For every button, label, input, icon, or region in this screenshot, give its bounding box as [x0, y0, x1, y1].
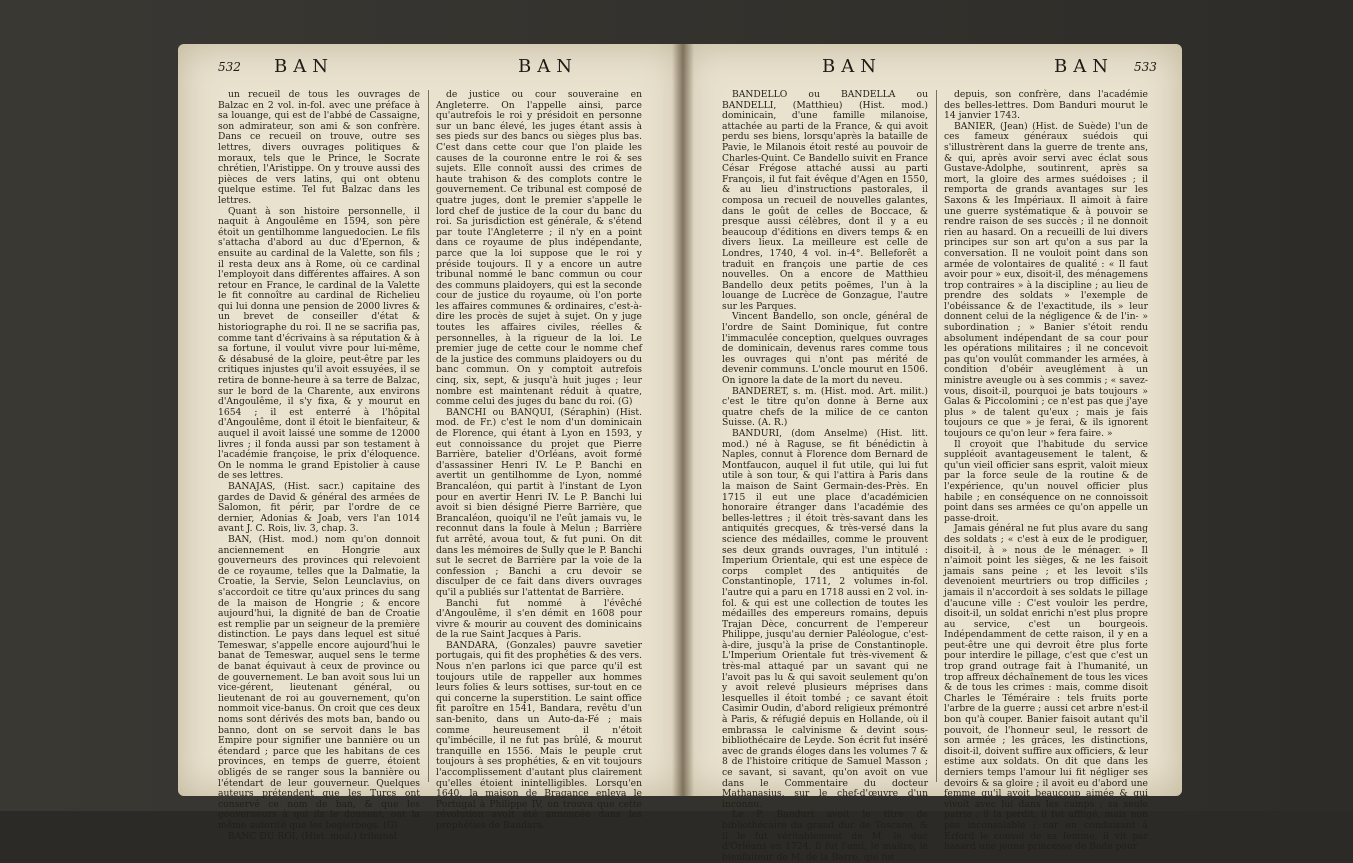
- text-column-2: [944, 89, 1148, 853]
- paragraph: Vincent Bandello, son oncle, général de l'ordre de Saint Dominique, fut contre l'immaculée conception, quelques ouvrages de dominicain, devenus rares comme tous les ouvrages qui n'ont pas mérité de devenir communs. L'oncle mourut en 1506. On ignore la date de la mort du neveu.: [722, 311, 928, 387]
- paragraph: BANDARA, (Gonzales) pauvre savetier portugais, qui fit des prophéties & des vers. Nous n'en parlons ici que parce qu'il est toujours utile de rappeller aux hommes leurs folies & leurs sottises, sur-tout en ce qui concerne la superstition. Le saint office fit paroître en 1541, Bandara, revêtu d'un san-benito, dans un Auto-da-Fé ; mais comme heureusement il n'étoit qu'imbécille, il ne fut pas brûlé, & mourut tranquille en 1556. Mais le peuple crut toujours à ses prophéties, & en vit toujours l'accomplissement d'autant plus clairement qu'elles étoient inintelligibles. Lorsqu'en 1640, la maison de Bragance enleva le Portugal à Philippe IV, on trouva que cette révolution avoit été annoncée dans les prophéties de Bandara.: [436, 639, 642, 831]
- paragraph: de justice ou cour souveraine en Angleterre. On l'appelle ainsi, parce qu'autrefois le roi y présidoit en personne sur un banc élevé, les juges étant assis à ses pieds sur des bancs ou sièges plus bas. C'est dans cette cour que l'on plaide les causes de la couronne entre le roi & ses sujets. Elle connoît aussi des crimes de haute trahison & des complots contre le gouvernement. Ce tribunal est composé de quatre juges, dont le premier s'appelle le lord chef de justice de la cour du banc du roi. Sa jurisdiction est générale, & s'étend par toute l'Angleterre ; il n'y en a point dans ce royaume de plus indépendante, parce que la loi suppose que le roi y préside toujours. Il y a encore un autre tribunal nommé le banc commun ou cour des communs plaidoyers, qui est la seconde cour de justice du royaume, où l'on porte les affaires communes & ordinaires, c'est-à-dire les procès de sujet à sujet. On y juge toutes les affaires civiles, réelles & personnelles, à la rigueur de la loi. Le premier juge de cette cour le nomme chef de la justice des communs plaidoyers ou du banc commun. On y comptoit autrefois cinq, six, sept, & jusqu'à huit juges ; leur nombre est maintenant réduit à quatre, comme celui des juges du banc du roi. (G): [436, 89, 642, 408]
- paragraph: BANIER, (Jean) (Hist. de Suède) l'un de ces fameux généraux suédois qui s'illustrèrent dans la guerre de trente ans, & qui, après avoir servi avec éclat sous Gustave-Adolphe, soutinrent, après sa mort, la gloire des armes suédoises ; il remporta de grands avantages sur les Saxons & les Impériaux. Il aimoit à faire une guerre systématique & à pouvoir se rendre raison de ses succès ; il ne donnoit rien au hasard. On a recueilli de lui divers principes sur son art qu'on a sus par la conversation. Il ne vouloit point dans son armée de volontaires de qualité : « Il faut avoir pour » eux, disoit-il, des ménagemens trop contraires » à la discipline ; au lieu de prendre des soldats » l'exemple de l'obéissance & de l'exactitude, ils » leur donnent celui de la négligence & de l'in- » subordination ; » Banier s'étoit rendu absolument indépendant de sa cour pour les opérations militaires ; il ne concevoit pas qu'on voulût commander les armées, à condition d'obéir aveuglément à un ministre aveugle ou à ses commis ; « savez-vous, disoit-il, pourquoi je bats toujours » Galas & Piccolomini ; ce n'est pas que j'aye plus » de talent qu'eux ; mais je fais toujours ce que » je ferai, & ils ignorent toujours ce qu'on leur » fera faire. »: [944, 120, 1148, 439]
- text-column-1: [218, 89, 420, 842]
- left-page: [178, 44, 682, 842]
- paragraph: Le P. Banduri avoit le titre de bibliothécaire du grand duc de Toscane, & il le fut véritablement de M. le duc d'Orléans en 1724. Il fut l'ami, le maître, le bienfaiteur de M. de la Barre, qui fut: [722, 809, 928, 863]
- running-head-right: BAN: [1054, 56, 1114, 77]
- paragraph: BANDURI, (dom Anselme) (Hist. litt. mod.) né à Raguse, se fit bénédictin à Naples, connut à Florence dom Bernard de Montfaucon, auquel il fut utile, qui lui fut utile à son tour, & qui l'attira à Paris dans la maison de Saint Germain-des-Près. En 1715 il eut une place d'académicien honoraire étranger dans l'académie des belles-lettres ; il étoit très-savant dans les antiquités grecques, & très-versé dans la science des médailles, comme le prouvent ses deux grands ouvrages, l'un intitulé : Imperium Orientale, qui est une espèce de corps complet des antiquités de Constantinople, 1711, 2 volumes in-fol. l'autre qui a paru en 1718 aussi en 2 vol. in-fol. & qui est une collection de toutes les médailles des empereurs romains, depuis Trajan Dèce, concurrent de l'empereur Philippe, jusqu'au dernier Paléologue, c'est-à-dire, jusqu'à la prise de Constantinople. L'Imperium Orientale fut très-vivement & très-mal attaqué par un savant qui ne l'avoit pas lu & qui savoit seulement qu'on y avoit relevé plusieurs méprises dans lesquelles il étoit tombé ; ce savant étoit Casimir Oudin, d'abord religieux prémontré à Paris, & réfugié depuis en Hollande, où il embrassa le calvinisme & devint sous-bibliothécaire de Leyde. Son écrit fut inséré avec de grands éloges dans les volumes 7 & 8 de l'histoire critique de Samuel Masson ; ce savant, si savant, qu'on avoit on vue dans le Commentaire du docteur Mathanasius, sur le chef-d'œuvre d'un inconnu.: [722, 428, 928, 810]
- right-page: [682, 44, 1182, 863]
- paragraph: BAN, (Hist. mod.) nom qu'on donnoit anciennement en Hongrie aux gouverneurs des provinces qui relevoient de ce royaume, telles que la Dalmatie, la Croatie, la Servie, Selon Leunclavius, on s'accordoit ce titre qu'aux princes du sang de la maison de Hongrie ; & encore aujourd'hui, la dignité de ban de Croatie est remplie par un seigneur de la première distinction. Le pays dans lequel est situé Temeswar, s'appelle encore aujourd'hui le banat de Temeswar, auquel sens le terme de banat équivaut à ceux de province ou de gouvernement. Le ban avoit sous lui un vice-gérent, lieutenant général, ou lieutenant de roi au gouvernement, qu'on nommoit vice-banus. On croit que ces deux noms sont dérivés des mots ban, bando ou banno, dont on se servoit dans le bas Empire pour signifier une bannière ou un étendard ; parce que les habitans de ces provinces, en temps de guerre, étoient obligés de se ranger sous la bannière ou l'étendart de leur gouverneur. Quelques auteurs prétendent que les Turcs ont conservé ce nom de ban, & que les gouverneurs à qui ils le donnent, ont la même autorité que les beglerbegs. (G): [218, 533, 420, 831]
- page-number: 532: [218, 60, 241, 74]
- column-rule: [428, 90, 429, 782]
- running-head-right: BAN: [518, 56, 578, 77]
- paragraph: depuis, son confrère, dans l'académie des belles-lettres. Dom Banduri mourut le 14 janvier 1743.: [944, 89, 1148, 122]
- paragraph: Quant à son histoire personnelle, il naquit à Angoulême en 1594, son père étoit un gentilhomme languedocien. Le fils s'attacha d'abord au duc d'Epernon, & ensuite au cardinal de la Valette, son fils ; il resta deux ans à Rome, où ce cardinal l'employoit dans différentes affaires. A son retour en France, le cardinal de la Valette le fit connoître au cardinal de Richelieu qui lui donna une pension de 2000 livres & un brevet de conseiller d'état & historiographe du roi. Il ne se sacrifia pas, comme tant d'écrivains à sa réputation & à sa fortune, il voulut vivre pour lui-même, & désabusé de la gloire, peut-être par les critiques injustes qu'il avoit essuyées, il se retira de bonne-heure à sa terre de Balzac, sur le bord de la Charente, aux environs d'Angoulême, il s'y fixa, & y mourut en 1654 ; il est enterré à l'hôpital d'Angoulême, dont il étoit le bienfaiteur, & auquel il avoit laissé une somme de 12000 livres ; il fonda aussi par son testament à l'académie françoise, le prix d'éloquence. On le nomma le grand Epistolier à cause de ses lettres.: [218, 205, 420, 482]
- text-column-2: [436, 89, 642, 831]
- paragraph: un recueil de tous les ouvrages de Balzac en 2 vol. in-fol. avec une préface à sa louange, qui est de l'abbé de Cassaigne, son admirateur, son ami & son confrère. Dans ce recueil on trouve, outre ses lettres, divers ouvrages politiques & moraux, tels que le Prince, le Socrate chrétien, l'Aristippe. On y trouve aussi des pièces de vers latins, qui ont obtenu quelque estime. Tel fut Balzac dans les lettres.: [218, 89, 420, 206]
- paragraph: Il croyoit que l'habitude du service suppléoit avantageusement le talent, & qu'un vieil officier sans esprit, valoit mieux par la force seule de la routine & de l'expérience, qu'un nouvel officier plus habile ; en conséquence on ne connoissoit point dans ses armées ce qu'on appelle un passe-droit.: [944, 438, 1148, 524]
- running-head-left: BAN: [274, 56, 334, 77]
- paragraph: Jamais général ne fut plus avare du sang des soldats ; « c'est à eux de le prodiguer, disoit-il, à » nous de le ménager. » Il n'aimoit point les sièges, & ne les faisoit jamais sans peine ; et les levoit s'ils devenoient meurtriers ou trop difficiles ; jamais il n'accordoit à ses soldats le pillage d'aucune ville : C'est vouloir les perdre, disoit-il, un soldat enrichi n'est plus propre au service, c'est un bourgeois. Indépendamment de cette raison, il y en a peut-être une qui devroit être plus forte pour interdire le pillage, c'est que c'est un trop grand outrage fait à l'humanité, un trop affreux déchaînement de tous les vices & de tous les crimes : mais, comme disoit Charles le Téméraire : tels fruits porte l'arbre de la guerre ; aussi cet arbre n'est-il bon qu'à couper. Banier faisoit autant qu'il pouvoit, de l'honneur seul, le ressort de son armée ; les grâces, les distinctions, disoit-il, doivent suffire aux officiers, & leur estime aux soldats. On dit que dans les derniers temps l'amour lui fit négliger ses devoirs & sa gloire ; il avoit eu d'abord une femme qu'il avoit beaucoup aimée & qui vivoit avec lui dans les camps ; sa seule patrie ; il la perdit, il fut affligé, mais non pas inconsolable ; car en conduisant à Erford le convoi de sa femme, il vit par hasard une jeune princesse de Bade pour: [944, 523, 1148, 853]
- text-column-1: [722, 89, 928, 863]
- paragraph: BANAJAS, (Hist. sacr.) capitaine des gardes de David & général des armées de Salomon, fit périr, par l'ordre de ce dernier, Adonias & Joab, vers l'an 1014 avant J. C. Rois, liv. 3, chap. 3.: [218, 480, 420, 535]
- book-gutter: [672, 44, 694, 796]
- paragraph: BANDELLO ou BANDELLA ou BANDELLI, (Matthieu) (Hist. mod.) dominicain, d'une famille milanoise, attachée au parti de la France, & qui avoit perdu ses biens, lorsqu'après la bataille de Pavie, le Milanois étoit resté au pouvoir de Charles-Quint. Ce Bandello suivit en France César Frégose attaché aussi au parti François, il fut fait évêque d'Agen en 1550, & au lieu d'instructions pastorales, il composa un recueil de nouvelles galantes, dans le goût de celles de Boccace, & presque aussi célèbres, dont il y a eu beaucoup d'éditions en divers temps & en divers lieux. La meilleure est celle de Londres, 1740, 4 vol. in-4°. Belleforêt a traduit en françois une partie de ces nouvelles. On a encore de Matthieu Bandello deux petits poëmes, l'un à la louange de Lucrèce de Gonzague, l'autre sur les Parques.: [722, 89, 928, 312]
- paragraph: BANC DU ROI, (Hist. mod.) tribunal: [228, 830, 397, 842]
- column-rule: [936, 90, 937, 782]
- paragraph: BANDERET, s. m. (Hist. mod. Art. milit.) c'est le titre qu'on donne à Berne aux quatre chefs de la milice de ce canton Suisse. (A. R.): [722, 385, 928, 429]
- paragraph: Banchi fut nommé à l'évêché d'Angoulême, il s'en démit en 1608 pour vivre & mourir au couvent des dominicains de la rue Saint Jacques à Paris.: [436, 597, 642, 641]
- paragraph: BANCHI ou BANQUI, (Séraphin) (Hist. mod. de Fr.) c'est le nom d'un dominicain de Florence, qui étant à Lyon en 1593, y eut connoissance du projet que Pierre Barrière, batelier d'Orléans, avoit formé d'assassiner Henri IV. Le P. Banchi en avertit un gentilhomme de Lyon, nommé Brancaléon, qui partit à l'instant de Lyon pour en avertir Henri IV. Le P. Banchi lui avoit si bien désigné Pierre Barrière, que Brancaléon, quoiqu'il ne l'eût jamais vu, le reconnut dans la foule à Melun ; Barrière fut arrêté, avoua tout, & fut puni. On dit dans les mémoires de Sully que le P. Banchi sut le secret de Barrière par la voie de la confession ; Banchi a cru devoir se disculper de ce fait dans divers ouvrages qu'il a publiés sur l'attentat de Barrière.: [436, 406, 642, 598]
- page-number: 533: [1134, 60, 1157, 74]
- running-head-left: BAN: [822, 56, 882, 77]
